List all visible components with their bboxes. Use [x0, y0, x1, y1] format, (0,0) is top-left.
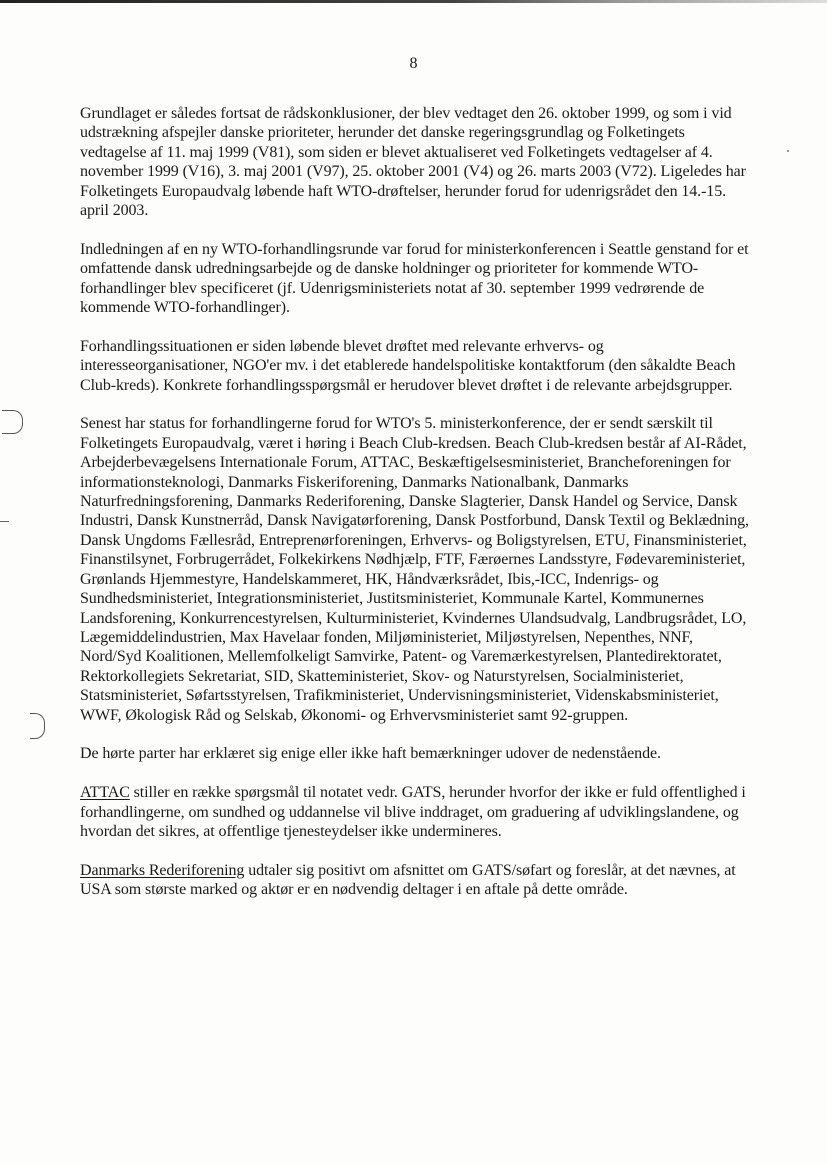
- speck: [787, 150, 789, 152]
- paragraph-council-conclusions: Grundlaget er således fortsat de rådskonklusioner, der blev vedtaget den 26. oktober 1999, og som i vid udstrækning afspejler danske prioriteter, herunder det danske regeringsgrundlag og Folketingets vedtagelse af 11. maj 1999 (V81), som siden er blevet aktualiseret ved Folketingets vedtagelser af 4. november 1999 (V16), 3. maj 2001 (V97), 25. oktober 2001 (V4) og 26. marts 2003 (V72). Ligeledes har Folketingets Europaudvalg løbende haft WTO-drøftelser, herunder forud for udenrigsrådet den 14.-15. april 2003.: [80, 105, 746, 220]
- statement-rederiforening: [80, 861, 752, 900]
- organization-link-rederiforening[interactable]: Danmarks Rederiforening: [80, 861, 245, 879]
- organization-link-attac[interactable]: ATTAC: [80, 784, 130, 802]
- page-number: 8: [409, 55, 418, 72]
- statement-attac-text: stiller en række spørgsmål til notatet vedr. GATS, herunder hvorfor der ikke er fuld offentlighed i forhandlingerne, om sundhed og uddannelse vil blive inddraget, om graduering af udviklingslandene, og hvordan det sikres, at offentlige tjenesteydelser ikke undermineres.: [80, 784, 746, 840]
- scan-edge: [0, 0, 827, 3]
- margin-tick: [0, 521, 9, 522]
- statement-attac: [80, 783, 752, 841]
- paragraph-consulted-parties: De hørte parter har erklæret sig enige eller ikke haft bemærkninger udover de nedenstående.: [80, 745, 661, 763]
- paragraph-negotiation-situation: Forhandlingssituationen er siden løbende blevet drøftet med relevante erhvervs- og interesseorganisationer, NGO'er mv. i det etablerede handelspolitiske kontaktforum (den såkaldte Beach Club-kreds). Konkrete forhandlingsspørgsmål er herudover blevet drøftet i de relevante arbejdsgrupper.: [80, 337, 736, 394]
- statement-rederiforening-text: udtaler sig positivt om afsnittet om GATS/søfart og foreslår, at det nævnes, at USA som største marked og aktør er en nødvendig deltager i en aftale på dette område.: [80, 861, 736, 899]
- margin-mark: [30, 713, 45, 739]
- margin-mark: [2, 410, 23, 434]
- paragraph-wto-round: Indledningen af en ny WTO-forhandlingsrunde var forud for ministerkonferencen i Seattle genstand for et omfattende dansk udredningsarbejde og de danske holdninger og prioriteter for kommende WTO-forhandlinger blev specificeret (jf. Udenrigsministeriets notat af 30. september 1999 vedrørende de kommende WTO-forhandlinger).: [80, 240, 749, 317]
- paragraph-beach-club: Senest har status for forhandlingerne forud for WTO's 5. ministerkonference, der er sendt særskilt til Folketingets Europaudvalg, været i høring i Beach Club-kredsen. Beach Club-kredsen består af AI-Rådet, Arbejderbevægelsens Internationale Forum, ATTAC, Beskæftigelsesministeriet, Brancheforeningen for informationsteknologi, Danmarks Fiskeriforening, Danmarks Nationalbank, Danmarks Naturfredningsforening, Danmarks Rederiforening, Danske Slagterier, Dansk Handel og Service, Dansk Industri, Dansk Kunstnerråd, Dansk Navigatørforening, Dansk Postforbund, Dansk Textil og Beklædning, Dansk Ungdoms Fællesråd, Entreprenørforeningen, Erhvervs- og Boligstyrelsen, ETU, Finansministeriet, Finanstilsynet, Forbrugerrådet, Folkekirkens Nødhjælp, FTF, Færøernes Landsstyre, Fødevareministeriet, Grønlands Hjemmestyre, Handelskammeret, HK, Håndværksrådet, Ibis,-ICC, Indenrigs- og Sundhedsministeriet, Integrationsministeriet, Justitsministeriet, Kommunale Kartel, Kommunernes Landsforening, Konkurrencestyrelsen, Kulturministeriet, Kvindernes Ulandsudvalg, Landbrugsrådet, LO, Lægemiddelindustrien, Max Havelaar fonden, Miljøministeriet, Miljøstyrelsen, Nepenthes, NNF, Nord/Syd Koalitionen, Mellemfolkeligt Samvirke, Patent- og Varemærkestyrelsen, Plantedirektoratet, Rektorkollegiets Sekretariat, SID, Skatteministeriet, Skov- og Naturstyrelsen, Socialministeriet, Statsministeriet, Søfartsstyrelsen, Trafikministeriet, Undervisningsministeriet, Videnskabsministeriet, WWF, Økologisk Råd og Selskab, Økonomi- og Erhvervsministeriet samt 92-gruppen.: [80, 415, 749, 724]
- document-body: [80, 104, 752, 919]
